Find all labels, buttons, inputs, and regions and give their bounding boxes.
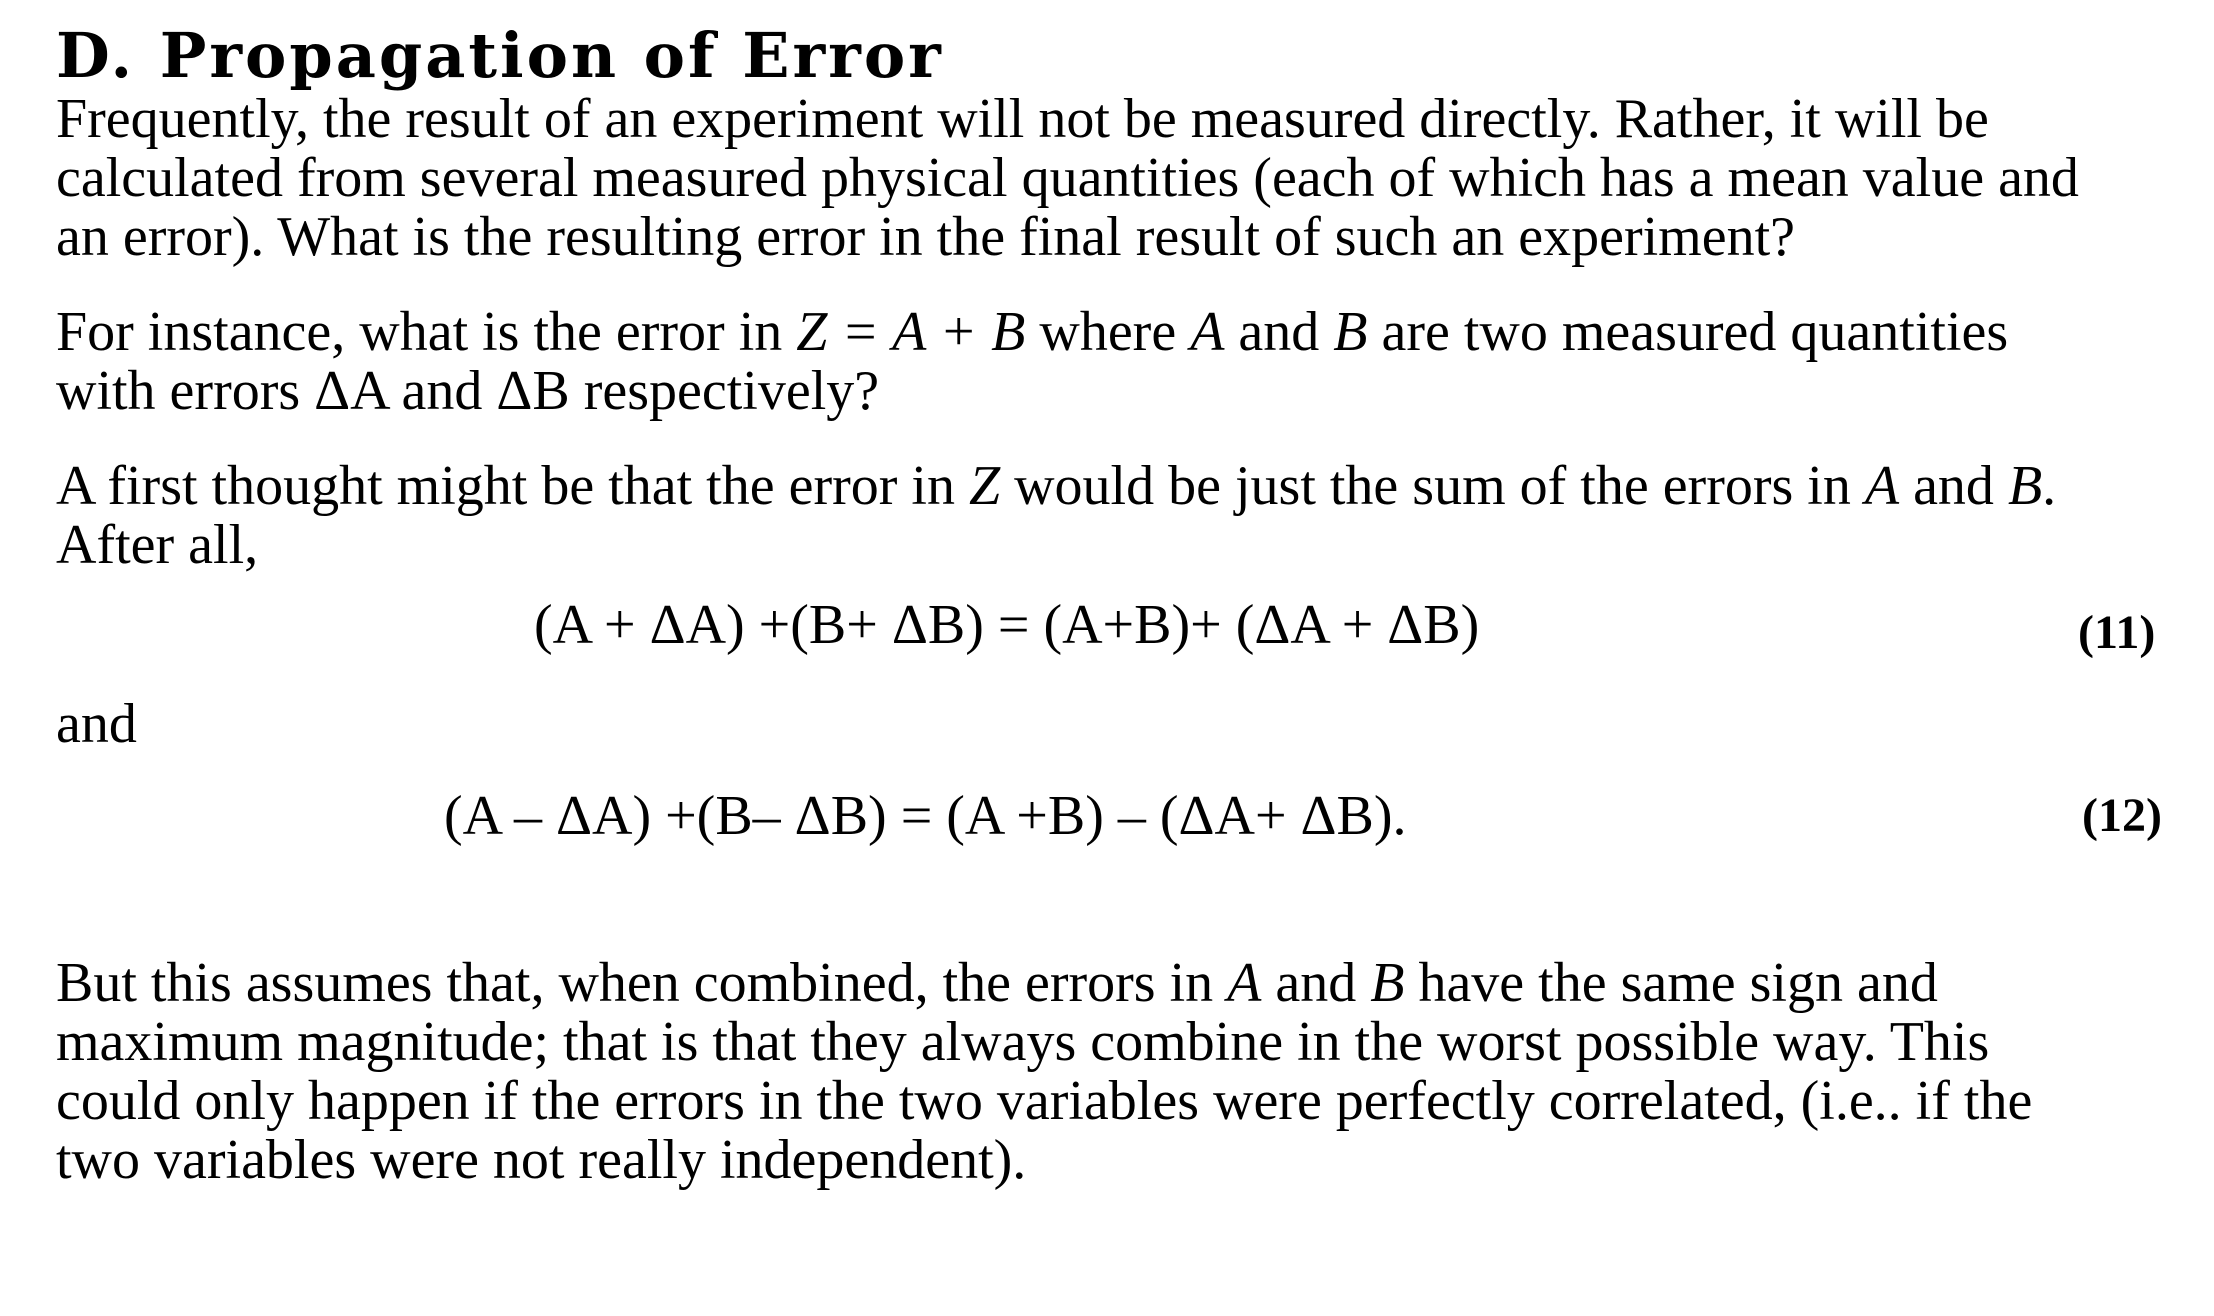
math-variable: A	[1227, 952, 1262, 1014]
math-variable: A	[1864, 455, 1900, 517]
equation-row-11	[56, 585, 2206, 665]
text-line: After all,	[56, 514, 259, 576]
math-variable: B	[1370, 952, 1405, 1014]
math-variable: A	[1190, 301, 1225, 363]
text-span: and	[1261, 952, 1371, 1014]
math-variable: Z	[968, 455, 1001, 517]
paragraph-assumption	[56, 954, 2206, 1190]
text-span: A first thought might be that the error in	[56, 455, 969, 517]
math-expression: Z = A + B	[796, 301, 1026, 363]
document-page	[56, 19, 2206, 1191]
text-line: could only happen if the errors in the two variables were perfectly correlated, (i.e.. if the	[56, 1070, 2033, 1132]
paragraph-first-thought	[56, 457, 2206, 575]
text-line: Frequently, the result of an experiment will not be measured directly. Rather, it will be	[56, 88, 1989, 150]
text-line: with errors ΔA and ΔB respectively?	[56, 360, 880, 422]
text-line	[56, 954, 2206, 1013]
equation-11: (A + ΔA) +(B+ ΔB) = (A+B)+ (ΔA + ΔB)	[534, 594, 1480, 656]
paragraph-instance	[56, 303, 2206, 421]
text-span: .	[2042, 455, 2057, 517]
equation-number-11: (11)	[2078, 606, 2156, 659]
connector-text: and	[56, 693, 137, 755]
text-span: and	[1899, 455, 2008, 517]
section-heading: D. Propagation of Error	[56, 19, 944, 92]
text-span: For instance, what is the error in	[56, 301, 797, 363]
text-line: an error). What is the resulting error in the final result of such an experiment?	[56, 206, 1796, 268]
math-variable: B	[1333, 301, 1368, 363]
text-span: would be just the sum of the errors in	[1000, 455, 1865, 517]
text-line: two variables were not really independent).	[56, 1129, 1027, 1191]
equation-12: (A – ΔA) +(B– ΔB) = (A +B) – (ΔA+ ΔB).	[444, 785, 1407, 847]
text-span: where	[1025, 301, 1191, 363]
text-line	[56, 457, 2206, 516]
paragraph-intro	[56, 90, 2206, 267]
text-line: calculated from several measured physical quantities (each of which has a mean value and	[56, 147, 2079, 209]
equation-row-12	[56, 776, 2206, 856]
text-span: and	[1224, 301, 1334, 363]
text-line: maximum magnitude; that is that they always combine in the worst possible way. This	[56, 1011, 1990, 1073]
text-span: But this assumes that, when combined, the errors in	[56, 952, 1228, 1014]
text-span: have the same sign and	[1404, 952, 1938, 1014]
equation-number-12: (12)	[2082, 789, 2162, 842]
math-variable: B	[2007, 455, 2043, 517]
text-line	[56, 303, 2206, 362]
text-span: are two measured quantities	[1367, 301, 2009, 363]
